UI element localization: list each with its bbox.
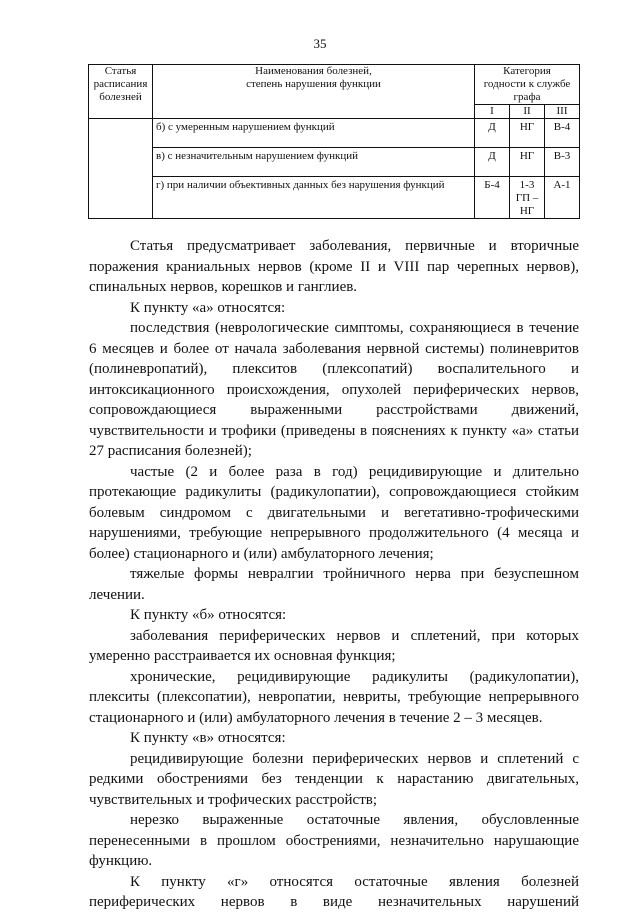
paragraph: Статья предусматривает заболевания, первичные и вторичные поражения краниальных нервов (кроме II и VIII пар черепных нервов), спинальных нервов, корешков и ганглиев. (89, 238, 579, 295)
paragraph: рецидивирующие болезни периферических нервов и сплетений с редкими обострениями без тенденции к нарастанию двигательных, чувствительных и трофических расстройств; (89, 750, 579, 808)
paragraph: частые (2 и более раза в год) рецидивирующие и длительно протекающие радикулиты (радикулопатии), сопровождающиеся стойким болевым синдромом с двигательными и вегетативно-трофическими нарушениями, требующие непрерывного продолжительного (4 месяца и более) стационарного и (или) амбулаторного лечения; (89, 463, 579, 562)
cat-3: В-4 (545, 119, 580, 148)
subcol-1: I (475, 105, 510, 119)
paragraph: К пункту «в» относятся: (130, 730, 286, 746)
table-row (89, 119, 580, 148)
cat-1: Д (475, 148, 510, 177)
table-row (89, 177, 580, 219)
header-diseases: Наименования болезней, степень нарушения функции (153, 65, 475, 119)
disease-schedule-table (88, 64, 580, 219)
article-cell (89, 119, 153, 219)
row-text: б) с умеренным нарушением функций (153, 119, 475, 148)
row-text: в) с незначительным нарушением функций (153, 148, 475, 177)
cat-1: Б-4 (475, 177, 510, 219)
paragraph: тяжелые формы невралгии тройничного нерва при безуспешном лечении. (89, 566, 579, 603)
cat-2: 1-3 ГП – НГ (510, 177, 545, 219)
cat-1: Д (475, 119, 510, 148)
paragraph: хронические, рецидивирующие радикулиты (радикулопатии), плекситы (плексопатии), невропатии, невриты, требующие непрерывного стационарного и (или) амбулаторного лечения в течение 2 – 3 месяцев. (89, 668, 579, 726)
cat-2: НГ (510, 119, 545, 148)
header-graph: графа (475, 91, 580, 105)
subcol-2: II (510, 105, 545, 119)
table-row (89, 148, 580, 177)
cat-2: НГ (510, 148, 545, 177)
paragraph: последствия (неврологические симптомы, сохраняющиеся в течение 6 месяцев и более от начала заболевания нервной системы) полиневритов (полиневропатий), плекситов (плексопатий) воспалительного и интоксикационного происхождения, опухолей периферических нервов, сопровождающиеся выраженными расстройствами движений, чувствительности и трофики (приведены в пояснениях к пункту «а» статьи 27 расписания болезней); (89, 320, 579, 459)
paragraph: нерезко выраженные остаточные явления, обусловленные перенесенными в прошлом обострениями, незначительно нарушающие функцию. (89, 812, 579, 869)
paragraph: К пункту «г» относятся остаточные явления болезней периферических нервов в виде незначительных нарушений (89, 873, 579, 910)
subcol-3: III (545, 105, 580, 119)
paragraph: К пункту «б» относятся: (130, 607, 287, 623)
page-number: 35 (313, 36, 327, 51)
cat-3: А-1 (545, 177, 580, 219)
table-header-row (89, 65, 580, 92)
row-text: г) при наличии объективных данных без нарушения функций (153, 177, 475, 219)
header-category: Категория годности к службе (475, 65, 580, 92)
paragraph: заболевания периферических нервов и сплетений, при которых умеренно расстраивается их основная функция; (89, 627, 579, 664)
body-text (89, 236, 579, 913)
cat-3: В-3 (545, 148, 580, 177)
paragraph: К пункту «а» относятся: (130, 299, 286, 316)
header-article: Статья расписания болезней (89, 65, 153, 119)
